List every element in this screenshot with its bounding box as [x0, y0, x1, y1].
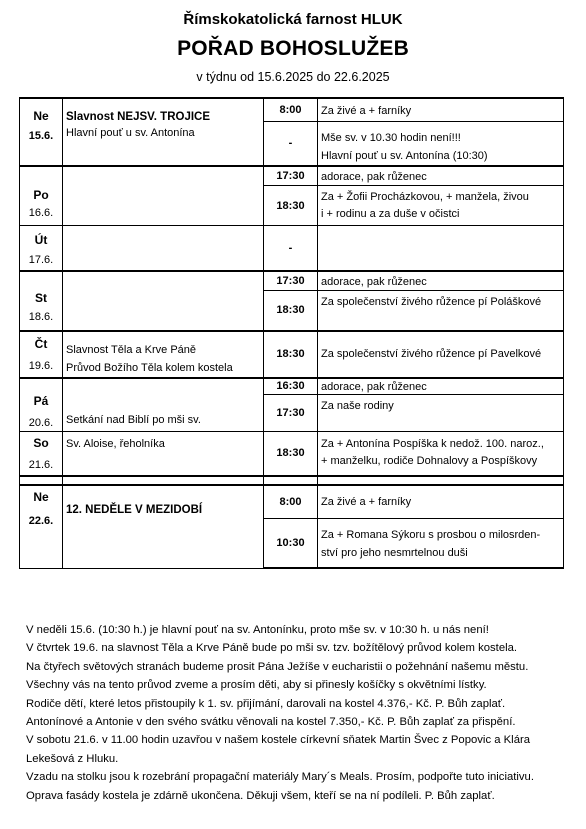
intention-line: i + rodinu a za duše v očistci: [321, 208, 460, 220]
mass-time: 17:30: [264, 166, 318, 186]
schedule-row-ne-22: [20, 485, 564, 518]
day-date: 22.6.: [28, 515, 54, 527]
schedule-table: [19, 97, 564, 569]
intention-line: Za + Antonína Pospíška k nedož. 100. naroz.,: [321, 437, 544, 450]
mass-intention: Za naše rodiny: [318, 394, 564, 431]
intention-line: + manželku, rodiče Dohnalovy a Pospíškovy: [321, 454, 538, 467]
day-cell: [20, 98, 63, 166]
occasion-title: 12. NEDĚLE V MEZIDOBÍ: [66, 504, 203, 516]
day-date: 17.6.: [28, 254, 54, 266]
mass-time: 10:30: [264, 518, 318, 568]
announcement-line: Antonínové a Antonie v den svého svátku věnovali na kostel 7.350,- Kč. P. Bůh zaplať za přispění.: [26, 716, 516, 729]
occasion-title: Setkání nad Biblí po mši sv.: [66, 413, 201, 426]
day-cell: [20, 226, 63, 271]
mass-time: -: [264, 121, 318, 166]
day-date: 16.6.: [28, 206, 54, 219]
mass-time: 8:00: [264, 98, 318, 121]
day-name: Út: [34, 233, 48, 247]
mass-intention: [318, 121, 564, 166]
mass-time: 8:00: [264, 485, 318, 518]
day-date: 15.6.: [28, 130, 54, 142]
occasion-cell: [63, 98, 264, 166]
mass-intention: [318, 186, 564, 226]
occasion-cell: [63, 331, 264, 378]
occasion-title: Slavnost NEJSV. TROJICE: [66, 111, 211, 123]
announcement-line: Oprava fasády kostela je zdárně ukončena. Děkuji všem, kteří se na ní podíleli. P. Bůh zaplať.: [26, 789, 495, 802]
announcement-line: Lekešová z Hluku.: [26, 752, 119, 765]
occasion-sub: Průvod Božího Těla kolem kostela: [66, 361, 233, 374]
mass-intention: Za společenství živého růžence pí Poláškové: [318, 291, 564, 331]
day-date: 21.6.: [28, 458, 54, 471]
day-name: Pá: [33, 393, 49, 408]
mass-time: 18:30: [264, 291, 318, 331]
mass-intention: [318, 226, 564, 271]
day-date: 19.6.: [28, 359, 54, 372]
day-date: 18.6.: [28, 310, 54, 323]
day-name: Čt: [34, 336, 48, 351]
day-cell: [20, 331, 63, 378]
announcements: [26, 621, 566, 805]
intention-line: Hlavní pouť u sv. Antonína (10:30): [321, 149, 488, 162]
day-cell: [20, 431, 63, 476]
schedule-row-st-18: [20, 271, 564, 291]
mass-time: 18:30: [264, 186, 318, 226]
day-cell: [20, 485, 63, 568]
mass-time: 17:30: [264, 394, 318, 431]
mass-intention: [318, 518, 564, 568]
mass-intention: [318, 431, 564, 476]
occasion-cell: [63, 226, 264, 271]
occasion-title: Slavnost Těla a Krve Páně: [66, 343, 197, 356]
day-cell: [20, 378, 63, 432]
schedule-row-po-16: [20, 166, 564, 186]
day-name: Ne: [33, 109, 49, 123]
mass-time: 18:30: [264, 331, 318, 378]
announcement-line: V neděli 15.6. (10:30 h.) je hlavní pouť na sv. Antonínku, proto mše sv. v 10:30 h. u nás není!: [26, 624, 489, 636]
intention-line: Za + Romana Sýkoru s prosbou o milosrden-: [321, 528, 541, 541]
page-title: POŘAD BOHOSLUŽEB: [177, 37, 409, 60]
mass-time: 17:30: [264, 271, 318, 291]
announcement-line: Na čtyřech světových stranách budeme prosit Pána Ježíše v eucharistii o požehnání našemu městu.: [26, 660, 529, 673]
day-name: So: [33, 435, 49, 450]
mass-intention: Za živé a + farníky: [318, 485, 564, 518]
intention-line: Za + Žofii Procházkovou, + manžela, živou: [321, 191, 529, 203]
occasion-title: Sv. Aloise, řeholníka: [66, 437, 165, 450]
occasion-cell: [63, 166, 264, 226]
schedule-row-ut-17: [20, 226, 564, 271]
announcement-line: V sobotu 21.6. v 11.00 hodin uzavřou v našem kostele církevní sňatek Martin Švec z Popovic a Klára: [26, 734, 531, 747]
mass-intention: adorace, pak růženec: [318, 378, 564, 395]
mass-intention: adorace, pak růženec: [318, 271, 564, 291]
day-date: 20.6.: [28, 416, 54, 429]
week-range: v týdnu od 15.6.2025 do 22.6.2025: [196, 70, 390, 84]
mass-time: 16:30: [264, 378, 318, 395]
announcement-line: V čtvrtek 19.6. na slavnost Těla a Krve Páně bude po mši sv. tzv. božítělový průvod kolem kostela.: [26, 642, 518, 655]
mass-intention: adorace, pak růženec: [318, 166, 564, 186]
day-cell: [20, 271, 63, 331]
schedule-row-ct-19: [20, 331, 564, 378]
mass-time: -: [264, 226, 318, 271]
occasion-cell: [63, 271, 264, 331]
occasion-cell: [63, 378, 264, 432]
day-name: Ne: [33, 490, 49, 504]
day-cell: [20, 166, 63, 226]
mass-intention: Za společenství živého růžence pí Pavelkové: [318, 331, 564, 378]
intention-line: ství pro jeho nesmrtelnou duši: [321, 546, 468, 559]
day-name: St: [35, 290, 47, 305]
mass-time: 18:30: [264, 431, 318, 476]
schedule-row-pa-20: [20, 378, 564, 395]
occasion-cell: [63, 485, 264, 568]
mass-intention: Za živé a + farníky: [318, 98, 564, 121]
schedule-row-so-21: [20, 431, 564, 476]
announcement-line: Vzadu na stolku jsou k rozebrání propagační materiály Mary´s Meals. Prosím, podpořte tuto iniciativu.: [26, 771, 534, 784]
parish-name: Římskokatolická farnost HLUK: [183, 11, 403, 28]
announcement-line: Rodiče dětí, které letos přistoupily k 1. sv. přijímání, darovali na kostel 4.376,- Kč. P. Bůh zaplať.: [26, 697, 506, 710]
announcement-line: Všechny vás na tento průvod zveme a prosím děti, aby si přinesly košíčky s okvětními lístky.: [26, 679, 487, 692]
intention-line: Mše sv. v 10.30 hodin není!!!: [321, 131, 461, 144]
schedule-row-ne-15: [20, 98, 564, 121]
occasion-sub: Hlavní pouť u sv. Antonína: [66, 127, 195, 139]
occasion-cell: [63, 431, 264, 476]
day-name: Po: [33, 187, 49, 202]
